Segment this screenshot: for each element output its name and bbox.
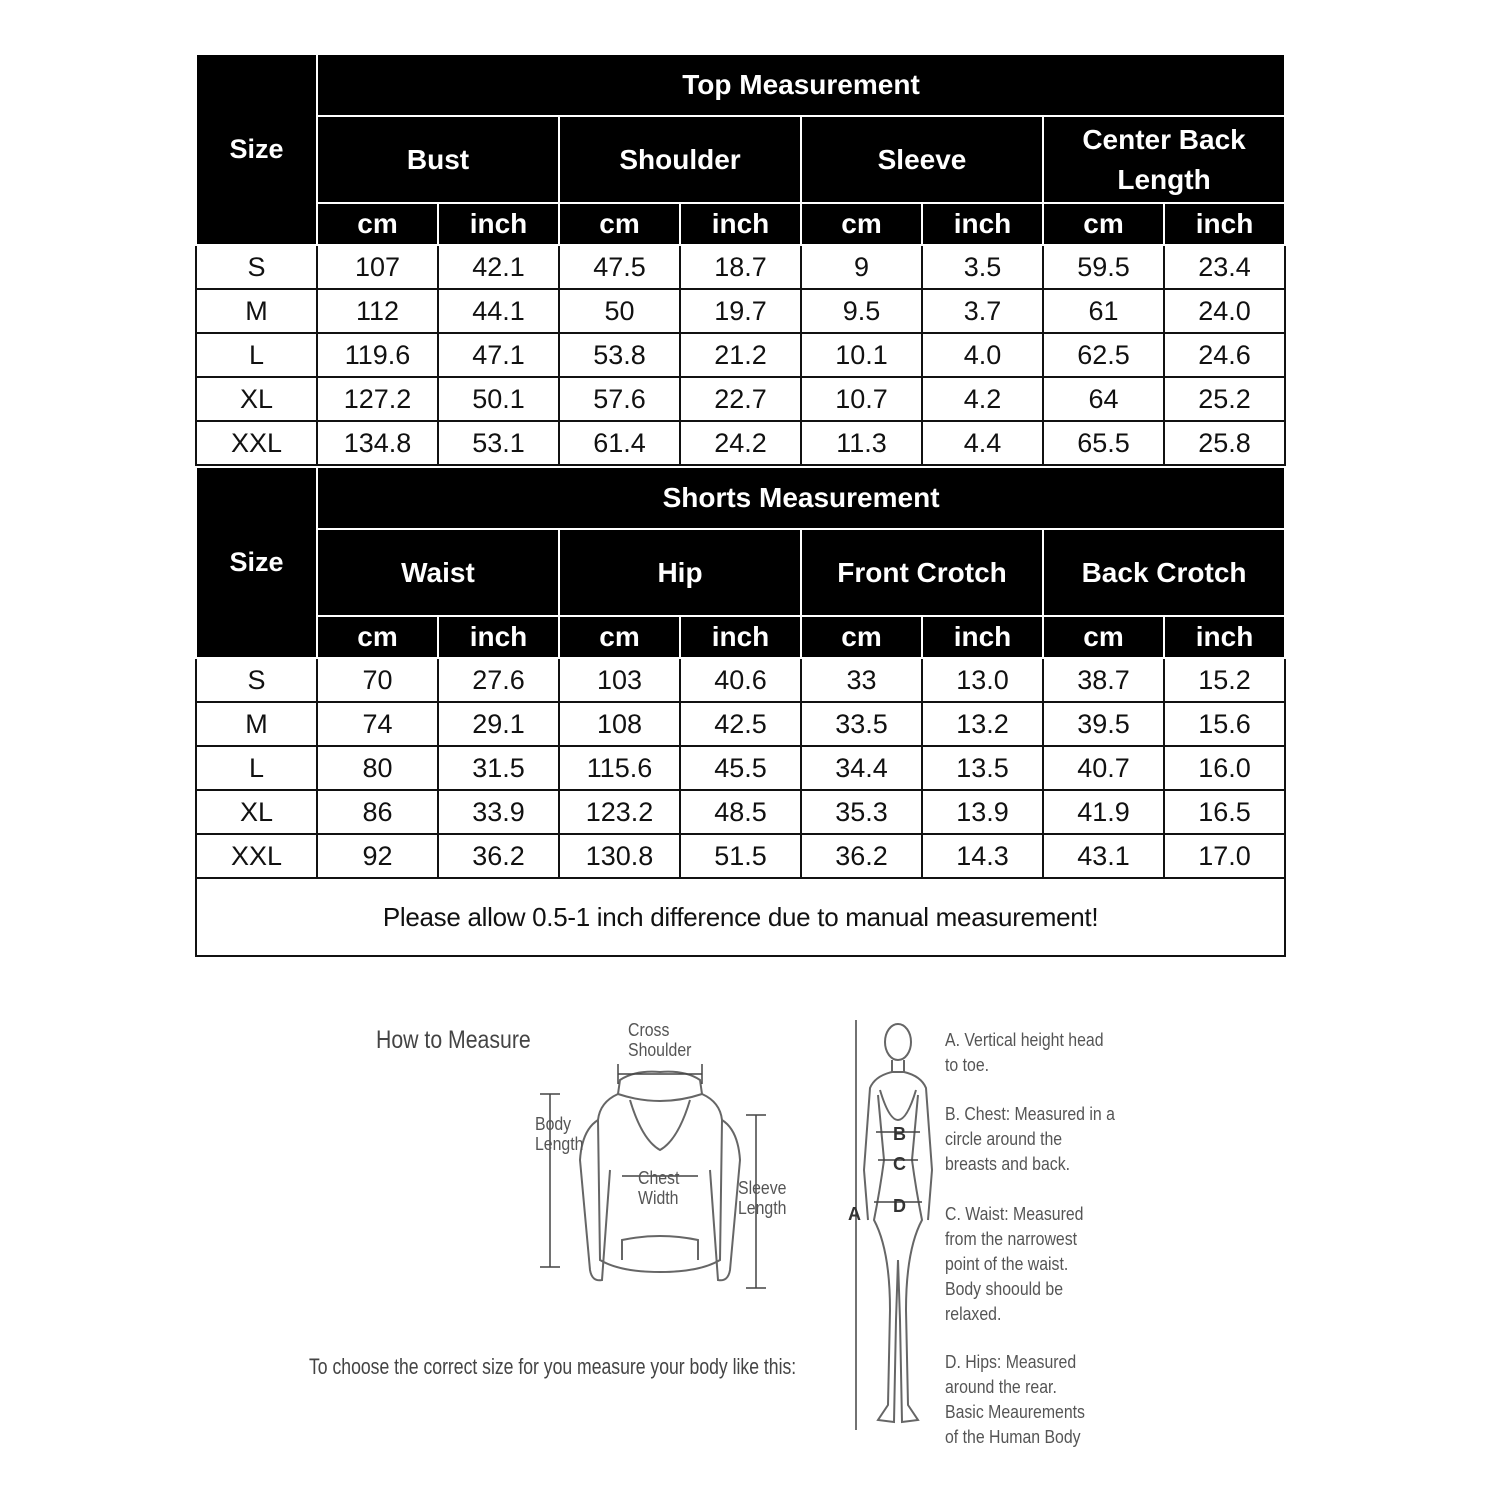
measurement-cell: 92 [317,834,438,878]
measurement-cell: 50.1 [438,377,559,421]
measurement-cell: 29.1 [438,702,559,746]
group-header: Bust [317,116,559,203]
measurement-cell: 13.9 [922,790,1043,834]
group-header: Waist [317,529,559,616]
measurement-cell: 24.6 [1164,333,1285,377]
measurement-cell: 10.1 [801,333,922,377]
measurement-cell: 112 [317,289,438,333]
table-row [196,790,1285,834]
unit-row [196,203,1285,245]
table-row [196,333,1285,377]
measurement-cell: 134.8 [317,421,438,465]
unit-header: inch [438,616,559,658]
measurement-cell: 33.5 [801,702,922,746]
measurement-cell: 38.7 [1043,658,1164,702]
measurement-cell: 41.9 [1043,790,1164,834]
measurement-cell: 57.6 [559,377,680,421]
unit-header: inch [680,203,801,245]
measurement-cell: 16.0 [1164,746,1285,790]
measurement-cell: 13.0 [922,658,1043,702]
size-cell: XL [196,377,317,421]
measurement-cell: 3.7 [922,289,1043,333]
size-header: Size [196,467,317,658]
measurement-cell: 59.5 [1043,245,1164,289]
table-row [196,658,1285,702]
measurement-cell: 47.1 [438,333,559,377]
unit-header: cm [801,203,922,245]
measurement-note: Please allow 0.5-1 inch difference due to manual measurement! [196,878,1285,956]
unit-header: inch [438,203,559,245]
size-cell: XL [196,790,317,834]
guide-instruction: To choose the correct size for you measure your body like this: [309,1354,797,1379]
body-letter-d: D [893,1196,906,1216]
legend-item-a: A. Vertical height head to toe. [945,1030,1104,1075]
measurement-cell: 127.2 [317,377,438,421]
unit-header: cm [1043,203,1164,245]
measurement-cell: 40.6 [680,658,801,702]
measurement-cell: 65.5 [1043,421,1164,465]
measurement-cell: 53.8 [559,333,680,377]
size-cell: XXL [196,834,317,878]
unit-header: inch [1164,616,1285,658]
size-cell: XXL [196,421,317,465]
size-cell: S [196,245,317,289]
measurement-cell: 108 [559,702,680,746]
measurement-cell: 74 [317,702,438,746]
measurement-cell: 25.8 [1164,421,1285,465]
measurement-cell: 16.5 [1164,790,1285,834]
unit-header: cm [559,203,680,245]
measurement-cell: 36.2 [438,834,559,878]
table-row [196,834,1285,878]
unit-header: cm [559,616,680,658]
group-header: Front Crotch [801,529,1043,616]
measurement-cell: 48.5 [680,790,801,834]
measurement-cell: 27.6 [438,658,559,702]
group-header: Back Crotch [1043,529,1285,616]
measurement-cell: 40.7 [1043,746,1164,790]
measurement-cell: 43.1 [1043,834,1164,878]
measurement-cell: 4.0 [922,333,1043,377]
legend-item-d: D. Hips: Measured around the rear. Basic Meaurements of the Human Body [945,1352,1085,1447]
measurement-cell: 42.5 [680,702,801,746]
unit-header: cm [317,616,438,658]
measurement-cell: 33.9 [438,790,559,834]
measurement-cell: 25.2 [1164,377,1285,421]
measurement-cell: 130.8 [559,834,680,878]
measurement-cell: 123.2 [559,790,680,834]
measurement-cell: 22.7 [680,377,801,421]
measurement-cell: 42.1 [438,245,559,289]
measurement-cell: 33 [801,658,922,702]
measurement-cell: 18.7 [680,245,801,289]
measurement-cell: 31.5 [438,746,559,790]
legend-item-c: C. Waist: Measured from the narrowest point of the waist. Body shoould be relaxed. [945,1204,1084,1324]
table-row [196,289,1285,333]
measurement-cell: 9.5 [801,289,922,333]
unit-header: inch [1164,203,1285,245]
measurement-cell: 13.2 [922,702,1043,746]
measurement-cell: 15.2 [1164,658,1285,702]
body-letter-a: A [848,1204,861,1224]
shorts-measurement-table [195,466,1286,957]
measurement-cell: 61 [1043,289,1164,333]
measurement-cell: 47.5 [559,245,680,289]
body-letter-b: B [893,1124,906,1144]
measurement-cell: 15.6 [1164,702,1285,746]
table-row [196,421,1285,465]
unit-row [196,616,1285,658]
measurement-cell: 36.2 [801,834,922,878]
how-to-measure-guide [0,990,1500,1470]
body-letter-c: C [893,1154,906,1174]
unit-header: cm [317,203,438,245]
measurement-cell: 64 [1043,377,1164,421]
table-row [196,245,1285,289]
cross-shoulder-label: Cross Shoulder [628,1020,692,1060]
unit-header: inch [922,203,1043,245]
size-cell: L [196,333,317,377]
measurement-cell: 10.7 [801,377,922,421]
measurement-cell: 17.0 [1164,834,1285,878]
unit-header: cm [801,616,922,658]
group-header: Shoulder [559,116,801,203]
measurement-cell: 14.3 [922,834,1043,878]
size-cell: M [196,289,317,333]
measurement-cell: 35.3 [801,790,922,834]
measurement-cell: 51.5 [680,834,801,878]
chest-width-label: Chest Width [638,1168,680,1208]
measurement-cell: 4.2 [922,377,1043,421]
measurement-cell: 34.4 [801,746,922,790]
unit-header: inch [922,616,1043,658]
size-cell: S [196,658,317,702]
measurement-cell: 13.5 [922,746,1043,790]
measurement-cell: 21.2 [680,333,801,377]
measurement-cell: 24.2 [680,421,801,465]
unit-header: inch [680,616,801,658]
measurement-cell: 80 [317,746,438,790]
measurement-cell: 24.0 [1164,289,1285,333]
body-length-label: Body Length [535,1114,584,1154]
measurement-cell: 61.4 [559,421,680,465]
table-title: Top Measurement [317,54,1285,116]
size-cell: M [196,702,317,746]
size-cell: L [196,746,317,790]
sleeve-length-label: Sleeve Length [738,1178,787,1218]
table-title: Shorts Measurement [317,467,1285,529]
measurement-cell: 119.6 [317,333,438,377]
legend-item-b: B. Chest: Measured in a circle around the breasts and back. [945,1104,1115,1174]
guide-heading: How to Measure [376,1026,531,1054]
table-row [196,746,1285,790]
group-header: Hip [559,529,801,616]
measurement-cell: 103 [559,658,680,702]
measurement-cell: 3.5 [922,245,1043,289]
measurement-cell: 62.5 [1043,333,1164,377]
measurement-cell: 86 [317,790,438,834]
unit-header: cm [1043,616,1164,658]
measurement-cell: 23.4 [1164,245,1285,289]
group-header: Center Back Length [1043,116,1285,203]
top-measurement-table [195,53,1286,466]
measurement-cell: 50 [559,289,680,333]
measurement-cell: 115.6 [559,746,680,790]
measurement-cell: 107 [317,245,438,289]
size-header: Size [196,54,317,245]
measurement-cell: 45.5 [680,746,801,790]
table-row [196,377,1285,421]
measurement-cell: 4.4 [922,421,1043,465]
table-row [196,702,1285,746]
measurement-cell: 11.3 [801,421,922,465]
measurement-cell: 19.7 [680,289,801,333]
measurement-cell: 44.1 [438,289,559,333]
group-header: Sleeve [801,116,1043,203]
measurement-cell: 70 [317,658,438,702]
measurement-cell: 39.5 [1043,702,1164,746]
measurement-cell: 53.1 [438,421,559,465]
measurement-cell: 9 [801,245,922,289]
body-figure-diagram [850,1020,940,1435]
